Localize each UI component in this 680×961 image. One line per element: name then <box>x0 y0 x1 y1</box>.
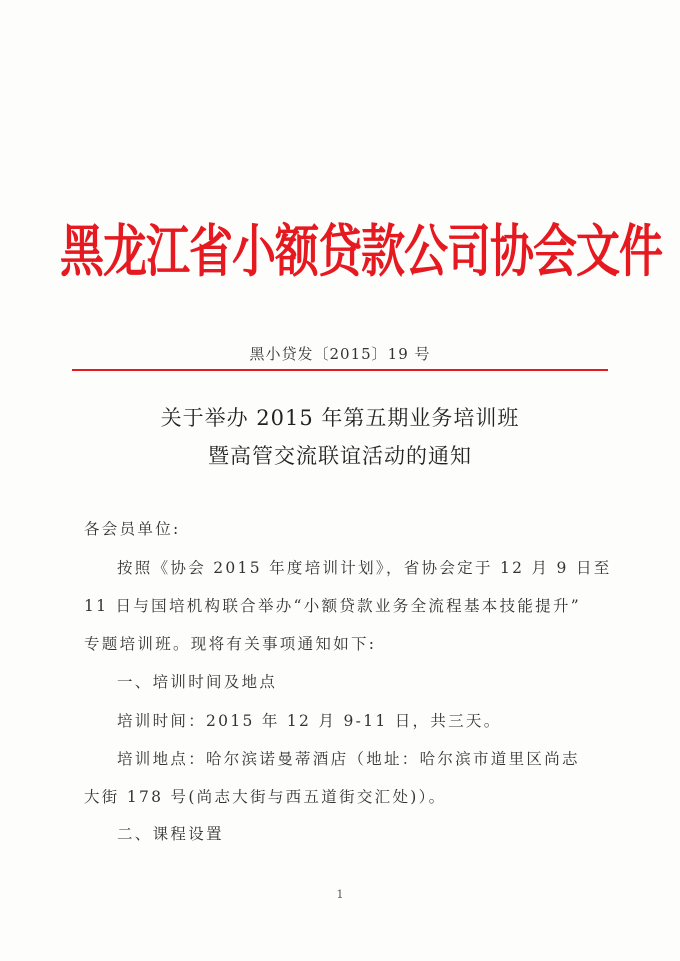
header-red-rule <box>72 369 608 371</box>
training-time-line: 培训时间：2015 年 12 月 9-11 日，共三天。 <box>117 712 502 730</box>
notice-title-line-1: 关于举办 2015 年第五期业务培训班 <box>160 406 520 430</box>
intro-line-2: 11 日与国培机构联合举办“小额贷款业务全流程基本技能提升” <box>84 597 581 615</box>
intro-line-1: 按照《协会 2015 年度培训计划》，省协会定于 12 月 9 日至 <box>117 559 612 577</box>
intro-line-3: 专题培训班。现将有关事项通知如下: <box>84 635 377 653</box>
section-2-heading: 二、课程设置 <box>117 825 224 843</box>
document-number: 黑小贷发〔2015〕19 号 <box>249 345 431 363</box>
org-header-title: 黑龙江省小额贷款公司协会文件 <box>60 219 662 285</box>
salutation: 各会员单位: <box>84 520 181 538</box>
section-1-heading: 一、培训时间及地点 <box>117 673 278 691</box>
training-place-line-2: 大街 178 号(尚志大街与西五道街交汇处)）。 <box>84 788 447 806</box>
training-place-line-1: 培训地点：哈尔滨诺曼蒂酒店（地址：哈尔滨市道里区尚志 <box>117 750 580 768</box>
page-number: 1 <box>336 888 344 901</box>
notice-title-line-2: 暨高管交流联谊活动的通知 <box>208 444 472 468</box>
